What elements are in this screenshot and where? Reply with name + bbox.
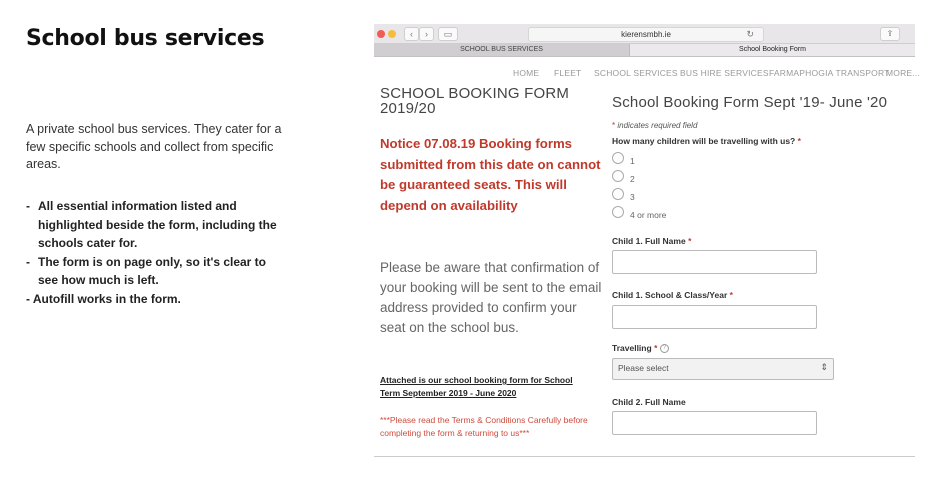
tab-school-bus-services[interactable]: SCHOOL BUS SERVICES xyxy=(374,44,630,56)
nav-bus-hire-services[interactable]: BUS HIRE SERVICES xyxy=(680,68,769,78)
radio-label: 3 xyxy=(630,192,635,202)
nav-home[interactable]: HOME xyxy=(513,68,540,78)
browser-window xyxy=(374,24,920,457)
child1-name-label-text: Child 1. Full Name xyxy=(612,236,686,246)
key-points-list xyxy=(26,197,288,308)
radio-label: 1 xyxy=(630,156,635,166)
required-note-text: indicates required field xyxy=(617,121,698,130)
help-icon[interactable]: ? xyxy=(660,344,669,353)
radio-label: 2 xyxy=(630,174,635,184)
notice-text: Notice 07.08.19 Booking forms submitted from this date on cannot be guaranteed seats. This will depend on availability xyxy=(380,136,601,213)
radio-button[interactable] xyxy=(612,152,624,164)
key-point xyxy=(26,253,288,290)
child1-name-input[interactable] xyxy=(612,250,817,274)
attached-form-link[interactable]: Attached is our school booking form for School Term September 2019 - June 2020 xyxy=(380,375,573,398)
confirmation-info-text: Please be aware that confirmation of your booking will be sent to the email address provided to confirm your seat on the school bus. xyxy=(380,260,602,335)
page-title: SCHOOL BOOKING FORM 2019/20 xyxy=(380,85,570,117)
child1-school-input[interactable] xyxy=(612,305,817,329)
child2-name-label: Child 2. Full Name xyxy=(612,397,686,407)
close-window-button[interactable] xyxy=(377,30,385,38)
browser-titlebar xyxy=(374,24,915,44)
back-button[interactable] xyxy=(404,27,419,41)
nav-fleet[interactable]: FLEET xyxy=(554,68,582,78)
travelling-select-value: Please select xyxy=(618,363,669,373)
radio-button[interactable] xyxy=(612,170,624,182)
form-title: School Booking Form Sept '19- June '20 xyxy=(612,94,888,111)
key-point xyxy=(26,197,288,253)
chevron-left-icon: ‹ xyxy=(410,29,413,39)
travelling-label xyxy=(612,343,669,353)
nav-more[interactable]: MORE... xyxy=(886,68,920,78)
nav-school-services[interactable]: SCHOOL SERVICES xyxy=(594,68,678,78)
sidebar-icon: ▭ xyxy=(443,29,453,39)
url-text: kierensmbh.ie xyxy=(621,30,671,39)
child2-name-input[interactable] xyxy=(612,411,817,435)
bullet-dash: - xyxy=(26,199,30,213)
tab-school-booking-form[interactable]: School Booking Form xyxy=(630,44,915,56)
site-navigation xyxy=(374,68,920,82)
share-icon: ⇪ xyxy=(886,29,894,38)
radio-label: 4 or more xyxy=(630,210,667,220)
key-point-text: - Autofill works in the form. xyxy=(26,291,181,306)
child1-name-label xyxy=(612,236,691,246)
required-star: * xyxy=(797,136,801,146)
minimize-window-button[interactable] xyxy=(388,30,396,38)
slide-description: A private school bus services. They cater for a few specific schools and collect from specific areas. xyxy=(26,122,282,171)
select-arrows-icon: ⇕ xyxy=(820,362,828,372)
child1-school-label xyxy=(612,290,733,300)
slide-title: School bus services xyxy=(26,26,265,51)
travelling-label-text: Travelling xyxy=(612,343,652,353)
terms-notice: ***Please read the Terms & Conditions Carefully before completing the form & returning to us*** xyxy=(380,415,588,438)
reload-icon[interactable]: ↻ xyxy=(746,29,754,39)
nav-farmaphogia-transport[interactable]: FARMAPHOGIA TRANSPORT xyxy=(769,68,890,78)
tab-bar xyxy=(374,44,915,57)
radio-button[interactable] xyxy=(612,188,624,200)
required-field-note xyxy=(612,121,697,130)
required-star: * xyxy=(688,236,692,246)
required-star: * xyxy=(612,121,616,130)
key-point-text: The form is on page only, so it's clear to see how much is left. xyxy=(38,254,267,287)
required-star: * xyxy=(729,290,733,300)
children-question-text: How many children will be travelling with us? xyxy=(612,136,796,146)
share-button[interactable] xyxy=(880,27,900,41)
radio-button[interactable] xyxy=(612,206,624,218)
required-star: * xyxy=(654,343,658,353)
forward-button[interactable] xyxy=(419,27,434,41)
bullet-dash: - xyxy=(26,254,30,269)
chevron-right-icon: › xyxy=(425,29,428,39)
key-point xyxy=(26,290,288,309)
sidebar-toggle-button[interactable] xyxy=(438,27,458,41)
travelling-select[interactable] xyxy=(612,358,834,380)
child1-school-label-text: Child 1. School & Class/Year xyxy=(612,290,728,300)
children-count-label xyxy=(612,136,801,146)
address-bar[interactable] xyxy=(528,27,764,42)
key-point-text: All essential information listed and highlighted beside the form, including the schools cater for. xyxy=(38,199,277,250)
